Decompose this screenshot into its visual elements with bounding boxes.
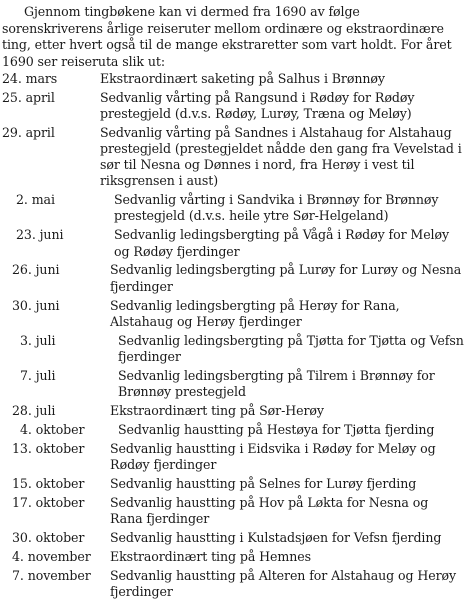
itinerary-entry bbox=[2, 441, 464, 473]
entry-text: Sedvanlig vårting i Sandvika i Brønnøy for Brønnøy prestegjeld (d.v.s. heile ytre Sør-Helgeland) bbox=[114, 192, 439, 224]
entry-text: Sedvanlig ledingsbergting på Herøy for Rana, Alstahaug og Herøy fjerdinger bbox=[110, 297, 400, 329]
itinerary-entry bbox=[2, 192, 464, 224]
entry-date: 3. juli bbox=[20, 332, 56, 348]
entry-text: Sedvanlig haustting på Hov på Løkta for Nesna og Rana fjerdinger bbox=[110, 494, 429, 526]
entry-text: Sedvanlig haustting i Kulstadsjøen for Vefsn fjerding bbox=[110, 529, 442, 545]
itinerary-entry bbox=[2, 368, 464, 400]
entry-date: 2. mai bbox=[16, 192, 55, 208]
entry-text: Ekstraordinært ting på Hemnes bbox=[110, 548, 311, 564]
entry-date: 23. juni bbox=[16, 227, 64, 243]
itinerary-entry bbox=[2, 298, 464, 330]
entry-text: Sedvanlig haustting på Selnes for Lurøy fjerding bbox=[110, 475, 417, 491]
itinerary-entry bbox=[2, 262, 464, 294]
entry-date: 15. oktober bbox=[12, 475, 85, 491]
entry-text: Sedvanlig ledingsbergting på Tjøtta for Tjøtta og Vefsn fjerdinger bbox=[118, 332, 464, 364]
itinerary-entry bbox=[2, 530, 464, 546]
entry-text: Sedvanlig vårting på Rangsund i Rødøy for Rødøy prestegjeld (d.v.s. Rødøy, Lurøy, Træna og Meløy) bbox=[100, 89, 415, 122]
entry-date: 4. oktober bbox=[20, 421, 85, 437]
entry-date: 7. november bbox=[12, 567, 91, 583]
entry-text: Sedvanlig ledingsbergting på Tilrem i Brønnøy for Brønnøy prestegjeld bbox=[118, 367, 435, 399]
entry-date: 7. juli bbox=[20, 367, 56, 383]
itinerary-entry bbox=[2, 495, 464, 527]
entry-date: 26. juni bbox=[12, 262, 60, 278]
entry-text: Sedvanlig vårting på Sandnes i Alstahaug for Alstahaug prestegjeld (prestegjeldet nådde den gang fra Vevelstad i sør til Nesna og Dønnes i nord, fra Herøy i vest til riksgrensen i aust) bbox=[100, 125, 462, 189]
entry-date: 13. oktober bbox=[12, 440, 85, 456]
itinerary-entry bbox=[2, 71, 464, 87]
entry-text: Ekstraordinært saketing på Salhus i Brønnøy bbox=[100, 71, 385, 86]
entry-date: 30. juni bbox=[12, 297, 60, 313]
entry-text: Sedvanlig ledingsbergting på Vågå i Rødøy for Meløy og Rødøy fjerdinger bbox=[114, 227, 449, 259]
itinerary-entry bbox=[2, 125, 464, 189]
entry-date: 30. oktober bbox=[12, 529, 85, 545]
entry-text: Ekstraordinært ting på Sør-Herøy bbox=[110, 402, 324, 418]
intro-paragraph: Gjennom tingbøkene kan vi dermed fra 1690 av følge sorenskriverens årlige reiseruter mellom ordinære og ekstraordinære ting, etter hvert også til de mange ekstraretter som vart holdt. For året 1690 ser reiseruta slik ut: bbox=[2, 4, 452, 69]
entry-date: 4. november bbox=[12, 548, 91, 564]
entry-text: Sedvanlig ledingsbergting på Lurøy for Lurøy og Nesna fjerdinger bbox=[110, 262, 462, 294]
itinerary-entry bbox=[2, 549, 464, 565]
itinerary-list bbox=[2, 71, 464, 600]
itinerary-entry bbox=[2, 403, 464, 419]
entry-date: 29. april bbox=[2, 125, 55, 141]
entry-date: 24. mars bbox=[2, 71, 58, 86]
entry-date: 28. juli bbox=[12, 402, 56, 418]
entry-date: 17. oktober bbox=[12, 494, 85, 510]
itinerary-entry bbox=[2, 568, 464, 600]
itinerary-entry bbox=[2, 422, 464, 438]
entry-text: Sedvanlig haustting på Hestøya for Tjøtta fjerding bbox=[118, 421, 435, 437]
entry-text: Sedvanlig haustting i Eidsvika i Rødøy for Meløy og Rødøy fjerdinger bbox=[110, 440, 436, 472]
entry-text: Sedvanlig haustting på Alteren for Alstahaug og Herøy fjerdinger bbox=[110, 567, 457, 599]
itinerary-entry bbox=[2, 90, 464, 122]
itinerary-entry bbox=[2, 227, 464, 259]
entry-date: 25. april bbox=[2, 89, 55, 105]
itinerary-entry bbox=[2, 476, 464, 492]
itinerary-entry bbox=[2, 333, 464, 365]
